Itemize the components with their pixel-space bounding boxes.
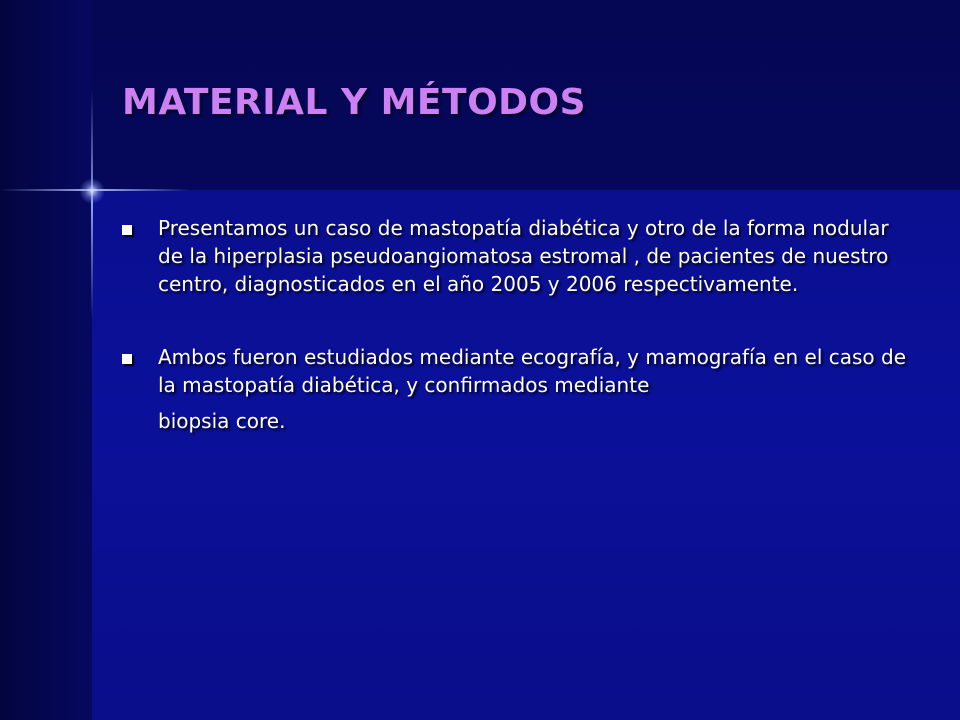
bullet-text: Presentamos un caso de mastopatía diabética y otro de la forma nodular de la hiperplasia pseudoangiomatosa estromal , de pacientes de nuestro centro, diagnosticados en el año 2005 y 2006 respectivamente. xyxy=(158,216,889,296)
bullet-list xyxy=(120,214,910,435)
bullet-item xyxy=(120,214,910,298)
square-bullet-icon xyxy=(122,354,132,364)
sparkle-vertical-ray xyxy=(91,90,93,320)
square-bullet-icon xyxy=(122,225,132,235)
slide-title: MATERIAL Y MÉTODOS xyxy=(122,82,587,123)
bullet-text-end: biopsia core. xyxy=(158,409,286,433)
bullet-text: Ambos fueron estudiados mediante ecografía, y mamografía en el caso de la mastopatía diabética, y confirmados mediante xyxy=(158,345,907,397)
bullet-item xyxy=(120,343,910,435)
left-decorative-strip xyxy=(0,0,92,720)
sparkle-star-icon xyxy=(79,178,105,204)
